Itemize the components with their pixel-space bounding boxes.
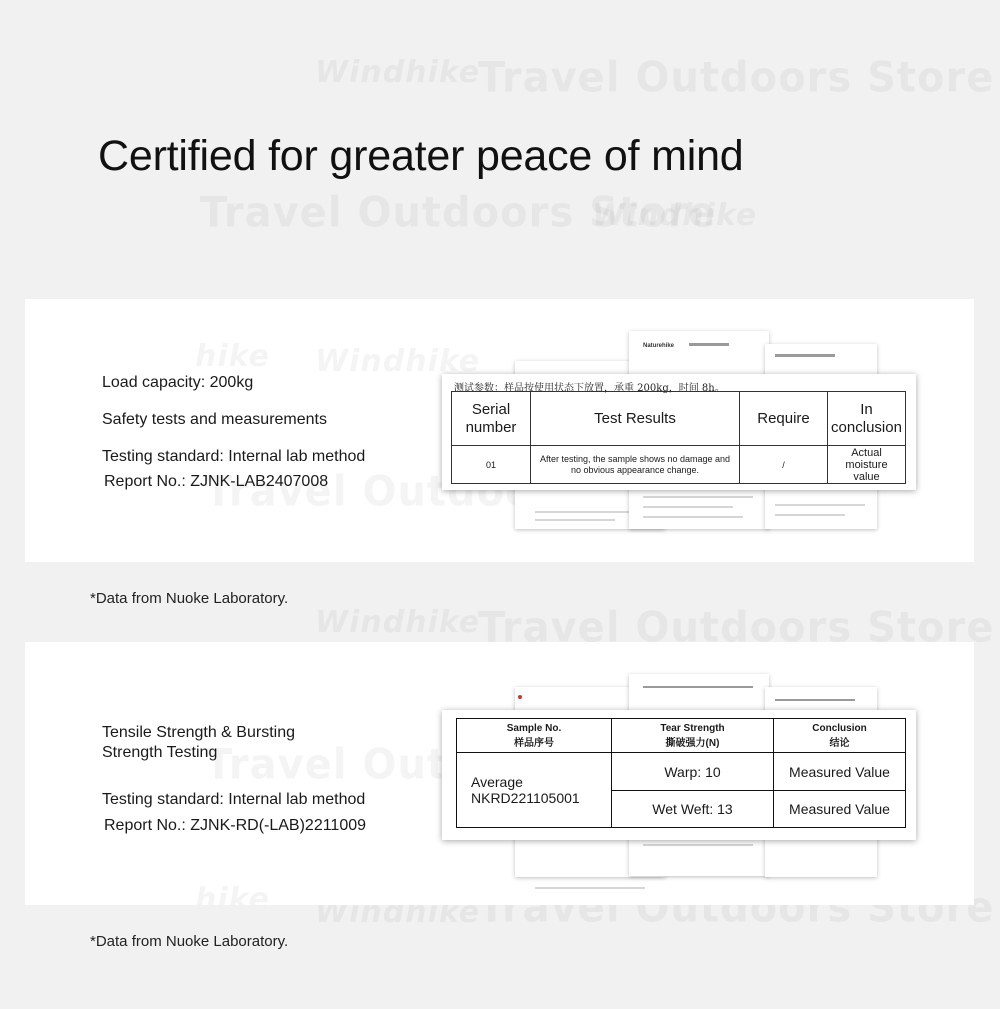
header-sample-no [457, 719, 612, 753]
header-tear-strength-zh: 撕破强力(N) [665, 737, 720, 749]
watermark-brand [315, 605, 480, 640]
header-require: Require [740, 392, 828, 446]
tensile-strength-text: Tensile Strength & Bursting [102, 724, 295, 741]
cell-warp-strength: Warp: 10 [612, 753, 774, 791]
load-capacity-text: Load capacity: 200kg [102, 374, 254, 391]
report-number-text: Report No.: ZJNK-RD(-LAB)2211009 [104, 817, 367, 834]
cell-result: After testing, the sample shows no damage and no obvious appearance change. [531, 446, 740, 484]
cell-serial: 01 [452, 446, 531, 484]
cell-warp-conclusion: Measured Value [774, 753, 906, 791]
watermark-brand [315, 55, 480, 90]
header-conclusion-zh: 结论 [829, 737, 850, 749]
cell-conclusion: Actual moisture value [828, 446, 906, 484]
safety-tests-text: Safety tests and measurements [102, 411, 327, 428]
cell-weft-strength: Wet Weft: 13 [612, 791, 774, 828]
header-serial-number: Serial number [452, 392, 531, 446]
watermark-brand-partial [195, 339, 270, 374]
test-parameters-text: 测试参数：样品按使用状态下放置，承重 200kg，时间 8h。 [454, 383, 725, 394]
cell-weft-conclusion: Measured Value [774, 791, 906, 828]
naturehike-logo: Naturehike [643, 343, 675, 349]
header-conclusion [774, 719, 906, 753]
watermark-brand-partial [195, 882, 270, 905]
header-tear-strength [612, 719, 774, 753]
watermark-store [200, 189, 716, 237]
tear-strength-table [456, 718, 906, 828]
page-title: Certified for greater peace of mind [98, 132, 744, 180]
tear-strength-document [442, 710, 916, 840]
header-conclusion-en: Conclusion [812, 722, 867, 734]
tensile-test-panel [25, 642, 974, 905]
bursting-strength-text: Strength Testing [102, 744, 218, 761]
data-source-note: *Data from Nuoke Laboratory. [90, 590, 289, 607]
cell-require: / [740, 446, 828, 484]
testing-standard-text: Testing standard: Internal lab method [102, 791, 366, 808]
data-source-note: *Data from Nuoke Laboratory. [90, 933, 289, 950]
report-number-text: Report No.: ZJNK-LAB2407008 [104, 473, 329, 490]
load-test-result-document [442, 374, 916, 490]
load-test-panel [25, 299, 974, 562]
header-test-results: Test Results [531, 392, 740, 446]
header-conclusion: In conclusion [828, 392, 906, 446]
header-sample-no-en: Sample No. [506, 722, 562, 734]
header-sample-no-zh: 样品序号 [514, 737, 554, 749]
watermark-store [478, 54, 994, 102]
header-tear-strength-en: Tear Strength [660, 722, 725, 734]
watermark-brand [592, 198, 757, 233]
cell-sample: Average NKRD221105001 [457, 753, 612, 828]
load-test-table [451, 391, 906, 484]
testing-standard-text: Testing standard: Internal lab method [102, 448, 366, 465]
